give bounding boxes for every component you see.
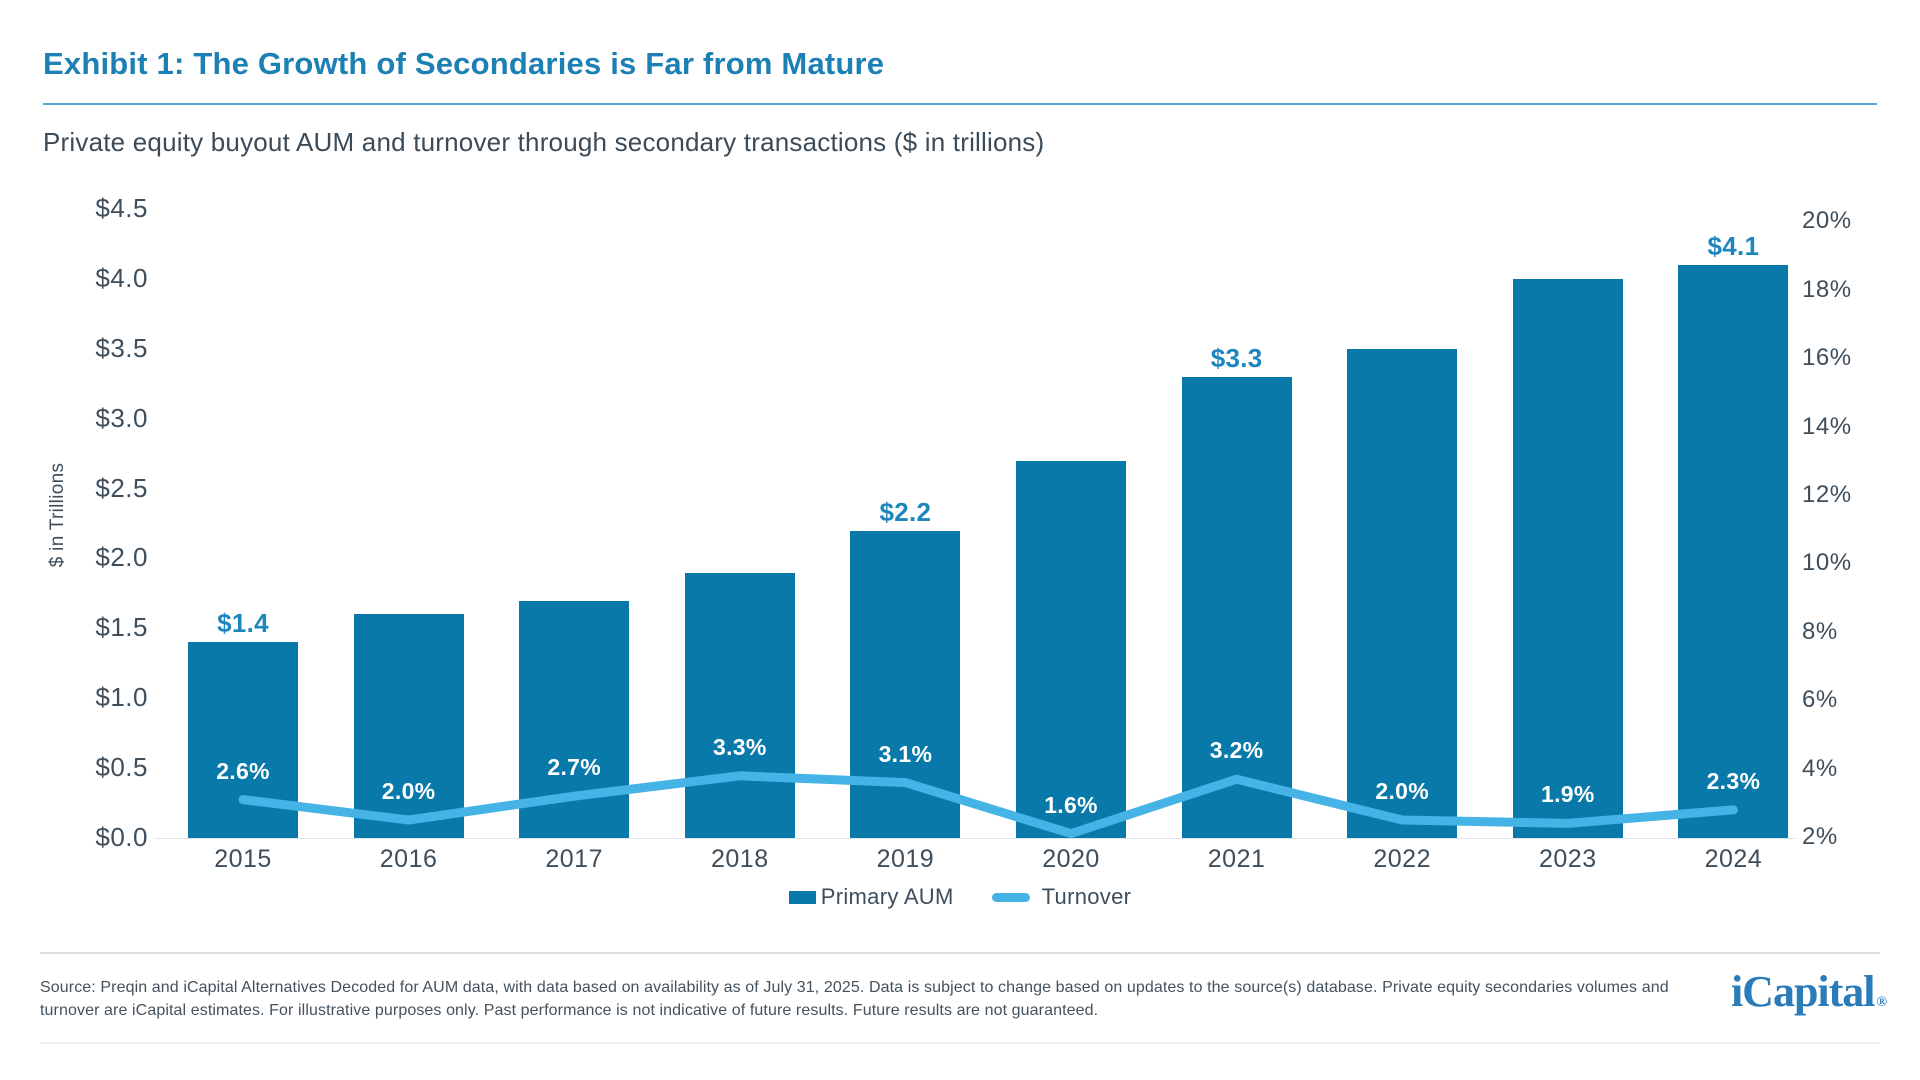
line-value-label-2024: 2.3%	[1706, 767, 1761, 794]
y-axis-left-tick-5: $2.5	[95, 472, 148, 503]
bar-primary-aum-2017	[519, 601, 629, 838]
bar-primary-aum-2019	[850, 531, 960, 838]
line-value-label-2016: 2.0%	[381, 778, 436, 804]
y-axis-right-tick-2: 6%	[1802, 686, 1838, 714]
registered-mark-icon: ®	[1876, 995, 1887, 1010]
legend	[0, 884, 1920, 910]
icapital-logo-text: iCapital	[1730, 967, 1875, 1016]
legend-swatch-bar-icon	[789, 891, 816, 904]
x-axis-label-2021: 2021	[1207, 845, 1266, 873]
bottom-divider	[40, 1042, 1880, 1044]
source-text: Source: Preqin and iCapital Alternatives Decoded for AUM data, with data based on availability as of July 31, 2025. Data is subject to change based on updates to the source(s) database. Private equity secondaries volumes and turnover are iCapital estimates. For illustrative purposes only. Past performance is not indicative of future results. Future results are not guaranteed.	[40, 979, 1669, 1019]
bar-value-label-2015: $1.4	[217, 608, 269, 639]
y-axis-left-tick-0: $0.0	[95, 822, 148, 852]
legend-item-primary-aum	[789, 884, 954, 910]
line-value-label-2022: 2.0%	[1375, 778, 1429, 804]
y-axis-right-tick-1: 4%	[1802, 754, 1838, 782]
legend-label-turnover: Turnover	[1041, 884, 1132, 909]
bar-primary-aum-2021	[1182, 377, 1292, 838]
y-axis-right-tick-0: 2%	[1802, 823, 1838, 850]
x-axis-label-2015: 2015	[214, 845, 272, 873]
y-axis-right-tick-3: 8%	[1802, 617, 1838, 645]
bar-value-label-2019: $2.2	[879, 496, 932, 527]
bar-value-label-2024: $4.1	[1707, 231, 1760, 262]
legend-swatch-line-icon	[992, 893, 1030, 902]
bar-primary-aum-2022	[1347, 349, 1457, 838]
y-axis-right-tick-7: 16%	[1802, 344, 1852, 372]
bar-primary-aum-2015	[188, 642, 298, 838]
bar-primary-aum-2018	[685, 573, 795, 838]
line-value-label-2023: 1.9%	[1540, 781, 1595, 808]
x-axis-line	[155, 838, 1795, 839]
y-axis-left-tick-3: $1.5	[95, 612, 148, 643]
y-axis-right-tick-6: 14%	[1802, 412, 1852, 440]
x-axis-label-2017: 2017	[545, 845, 603, 873]
legend-item-turnover	[992, 884, 1132, 910]
bar-primary-aum-2023	[1513, 279, 1623, 838]
y-axis-left-tick-4: $2.0	[95, 542, 148, 573]
y-axis-title: $ in Trillions	[47, 462, 68, 568]
line-value-label-2015: 2.6%	[216, 757, 270, 784]
x-axis-label-2019: 2019	[876, 845, 935, 873]
x-axis-label-2023: 2023	[1538, 845, 1597, 873]
page-title: Exhibit 1: The Growth of Secondaries is Far from Mature	[43, 46, 885, 81]
y-axis-left-tick-2: $1.0	[95, 682, 148, 713]
chart-subtitle: Private equity buyout AUM and turnover through secondary transactions ($ in trillions)	[43, 127, 1045, 157]
bar-primary-aum-2024	[1678, 265, 1788, 838]
y-axis-left-tick-1: $0.5	[95, 752, 148, 783]
y-axis-right-tick-4: 10%	[1802, 549, 1852, 577]
y-axis-left-tick-6: $3.0	[95, 402, 148, 433]
y-axis-right-tick-5: 12%	[1802, 481, 1852, 508]
y-axis-left-tick-8: $4.0	[95, 262, 148, 293]
y-axis-left-tick-7: $3.5	[95, 332, 148, 363]
line-value-label-2019: 3.1%	[878, 740, 933, 767]
legend-label-primary-aum: Primary AUM	[820, 884, 954, 909]
icapital-logo	[1731, 966, 1887, 1017]
bar-value-label-2021: $3.3	[1210, 342, 1263, 373]
x-axis-label-2022: 2022	[1373, 845, 1431, 873]
x-axis-label-2018: 2018	[710, 845, 769, 873]
line-value-label-2021: 3.2%	[1209, 737, 1264, 764]
x-axis-label-2024: 2024	[1704, 845, 1763, 873]
line-value-label-2018: 3.3%	[712, 733, 767, 760]
y-axis-right-tick-8: 18%	[1802, 275, 1852, 303]
footer-divider	[40, 952, 1880, 954]
line-value-label-2017: 2.7%	[547, 754, 601, 781]
y-axis-right-tick-9: 20%	[1802, 207, 1852, 235]
bar-primary-aum-2020	[1016, 461, 1126, 838]
y-axis-left-tick-9: $4.5	[95, 192, 148, 223]
x-axis-label-2016: 2016	[379, 845, 438, 873]
x-axis-label-2020: 2020	[1042, 845, 1100, 873]
line-value-label-2020: 1.6%	[1044, 791, 1098, 818]
